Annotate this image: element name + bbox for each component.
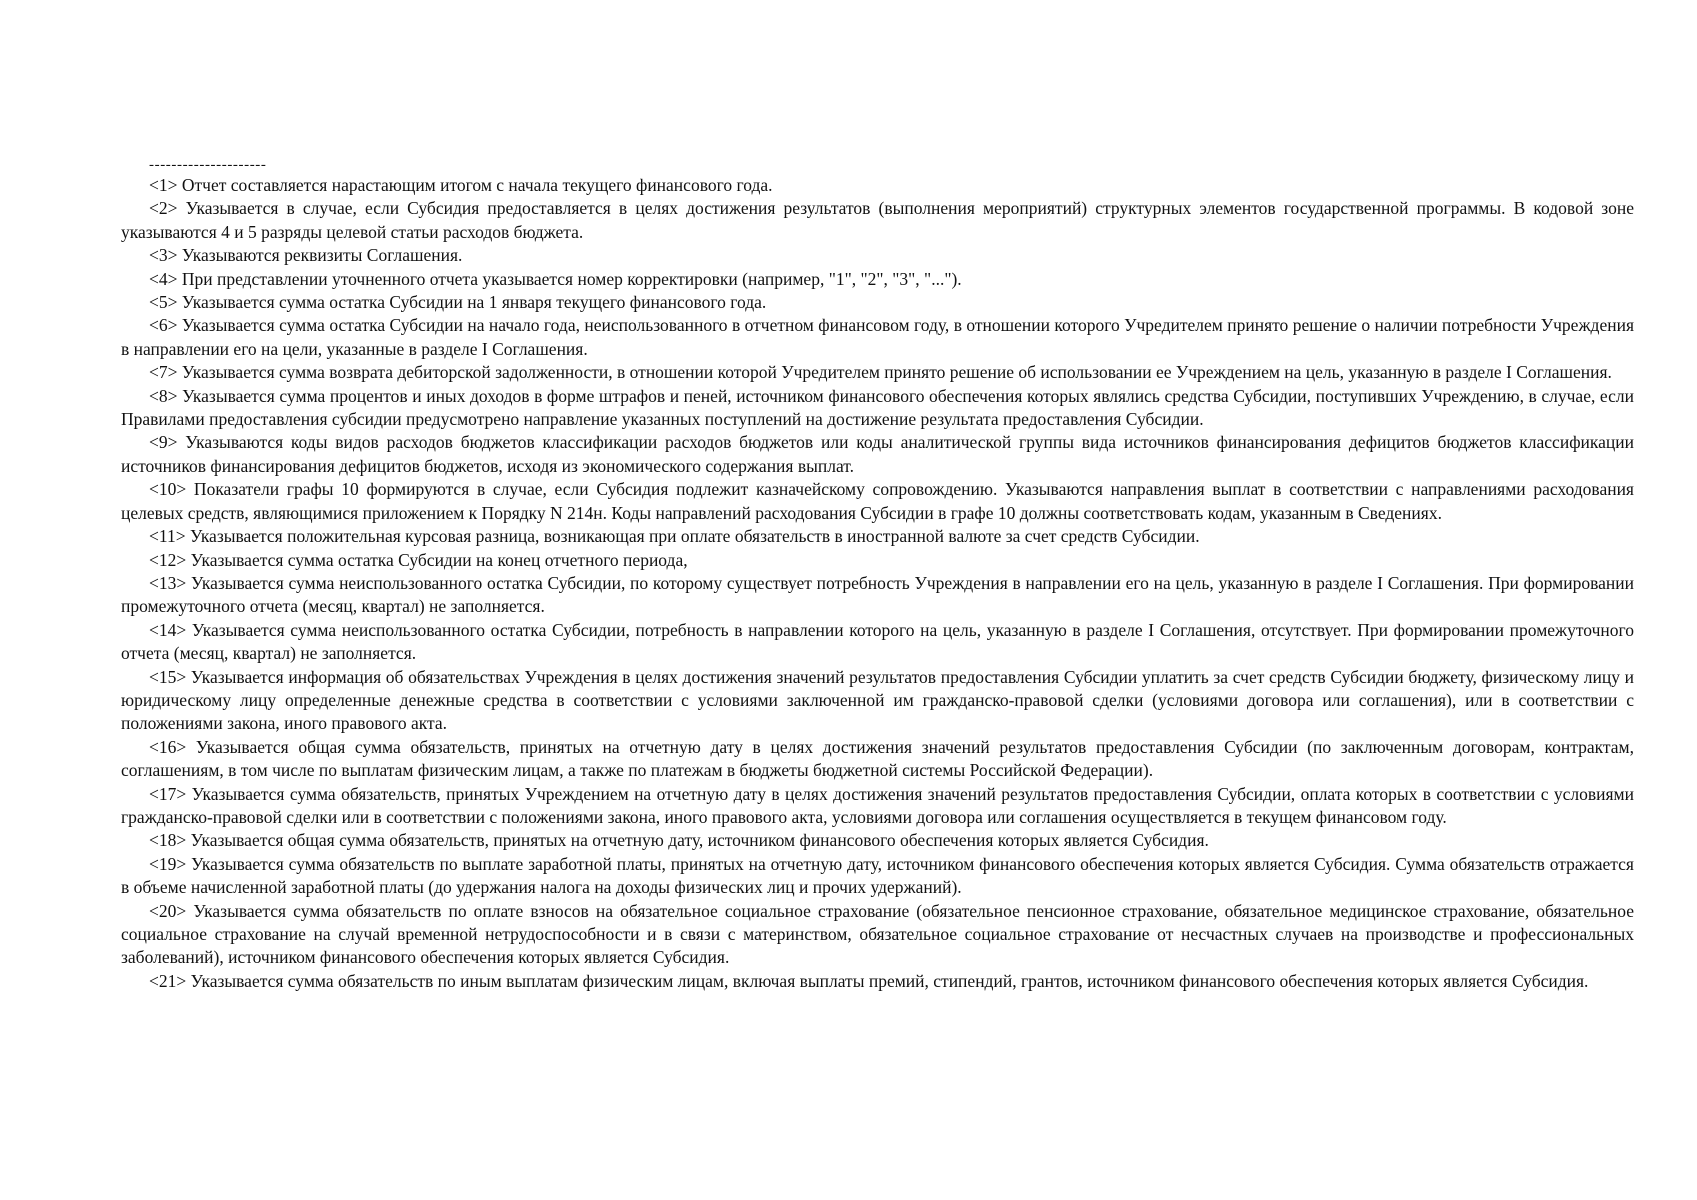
footnote-10: <10> Показатели графы 10 формируются в случае, если Субсидия подлежит казначейскому сопровождению. Указываются направления выплат в соответствии с направлениями расходования целевых средств, являющимися приложением к Порядку N 214н. Коды направлений расходования Субсидии в графе 10 должны соответствовать кодам, указанным в Сведениях. [121, 479, 1634, 523]
footnote-12: <12> Указывается сумма остатка Субсидии на конец отчетного периода, [149, 549, 688, 570]
footnote-17: <17> Указывается сумма обязательств, принятых Учреждением на отчетную дату в целях достижения значений результатов предоставления Субсидии, оплата которых в соответствии с условиями гражданско-правовой сделки или в соответствии с положениями закона, иного правового акта, условиями договора или соглашения осуществляется в текущем финансовом году. [121, 783, 1634, 827]
footnote-separator: --------------------- [149, 157, 267, 173]
footnote-19: <19> Указывается сумма обязательств по выплате заработной платы, принятых на отчетную дату, источником финансового обеспечения которых является Субсидия. Сумма обязательств отражается в объеме начисленной заработной платы (до удержания налога на доходы физических лиц и прочих удержаний). [121, 853, 1634, 898]
footnote-1: <1> Отчет составляется нарастающим итогом с начала текущего финансового года. [149, 175, 773, 195]
footnote-21: <21> Указывается сумма обязательств по иным выплатам физическим лицам, включая выплаты премий, стипендий, грантов, источником финансового обеспечения которых является Субсидия. [149, 970, 1589, 991]
footnotes-page [121, 156, 1634, 993]
footnote-13: <13> Указывается сумма неиспользованного остатка Субсидии, по которому существует потребность Учреждения в направлении его на цель, указанную в разделе I Соглашения. При формировании промежуточного отчета (месяц, квартал) не заполняется. [121, 572, 1634, 617]
footnote-20: <20> Указывается сумма обязательств по оплате взносов на обязательное социальное страхование (обязательное пенсионное страхование, обязательное медицинское страхование, обязательное социальное страхование на случай временной нетрудоспособности и в связи с материнством, обязательное социальное страхование от несчастных случаев на производстве и профессиональных заболеваний), источником финансового обеспечения которых является Субсидия. [121, 900, 1634, 968]
footnote-9: <9> Указываются коды видов расходов бюджетов классификации расходов бюджетов или коды аналитической группы вида источников финансирования дефицитов бюджетов классификации источников финансирования дефицитов бюджетов, исходя из экономического содержания выплат. [121, 432, 1634, 476]
footnote-5: <5> Указывается сумма остатка Субсидии на 1 января текущего финансового года. [149, 292, 767, 313]
footnote-18: <18> Указывается общая сумма обязательств, принятых на отчетную дату, источником финансового обеспечения которых является Субсидия. [149, 830, 1209, 851]
footnote-2: <2> Указывается в случае, если Субсидия предоставляется в целях достижения результатов (выполнения мероприятий) структурных элементов государственной программы. В кодовой зоне указываются 4 и 5 разряды целевой статьи расходов бюджета. [121, 198, 1634, 242]
footnote-3: <3> Указываются реквизиты Соглашения. [149, 245, 463, 266]
footnote-7: <7> Указывается сумма возврата дебиторской задолженности, в отношении которой Учредителем принято решение об использовании ее Учреждением на цель, указанную в разделе I Соглашения. [149, 362, 1612, 383]
footnote-4: <4> При представлении уточненного отчета указывается номер корректировки (например, "1", "2", "3", "..."). [149, 268, 962, 289]
footnote-8: <8> Указывается сумма процентов и иных доходов в форме штрафов и пеней, источником финансового обеспечения которых являлись средства Субсидии, поступивших Учреждению, в случае, если Правилами предоставления субсидии предусмотрено направление указанных поступлений на достижение результата предоставления Субсидии. [121, 385, 1634, 430]
footnote-11: <11> Указывается положительная курсовая разница, возникающая при оплате обязательств в иностранной валюте за счет средств Субсидии. [149, 526, 1200, 547]
footnote-15: <15> Указывается информация об обязательствах Учреждения в целях достижения значений результатов предоставления Субсидии уплатить за счет средств Субсидии бюджету, физическому лицу и юридическому лицу определенные денежные средства в соответствии с условиями заключенной им гражданско-правовой сделки (условиями договора или соглашения), или в соответствии с положениями закона, иного правового акта. [121, 666, 1634, 734]
footnote-16: <16> Указывается общая сумма обязательств, принятых на отчетную дату в целях достижения значений результатов предоставления Субсидии (по заключенным договорам, контрактам, соглашениям, в том числе по выплатам физическим лицам, а также по платежам в бюджеты бюджетной системы Российской Федерации). [121, 736, 1634, 781]
footnote-14: <14> Указывается сумма неиспользованного остатка Субсидии, потребность в направлении которого на цель, указанную в разделе I Соглашения, отсутствует. При формировании промежуточного отчета (месяц, квартал) не заполняется. [121, 619, 1634, 664]
footnote-6: <6> Указывается сумма остатка Субсидии на начало года, неиспользованного в отчетном финансовом году, в отношении которого Учредителем принято решение о наличии потребности Учреждения в направлении его на цели, указанные в разделе I Соглашения. [121, 315, 1634, 359]
